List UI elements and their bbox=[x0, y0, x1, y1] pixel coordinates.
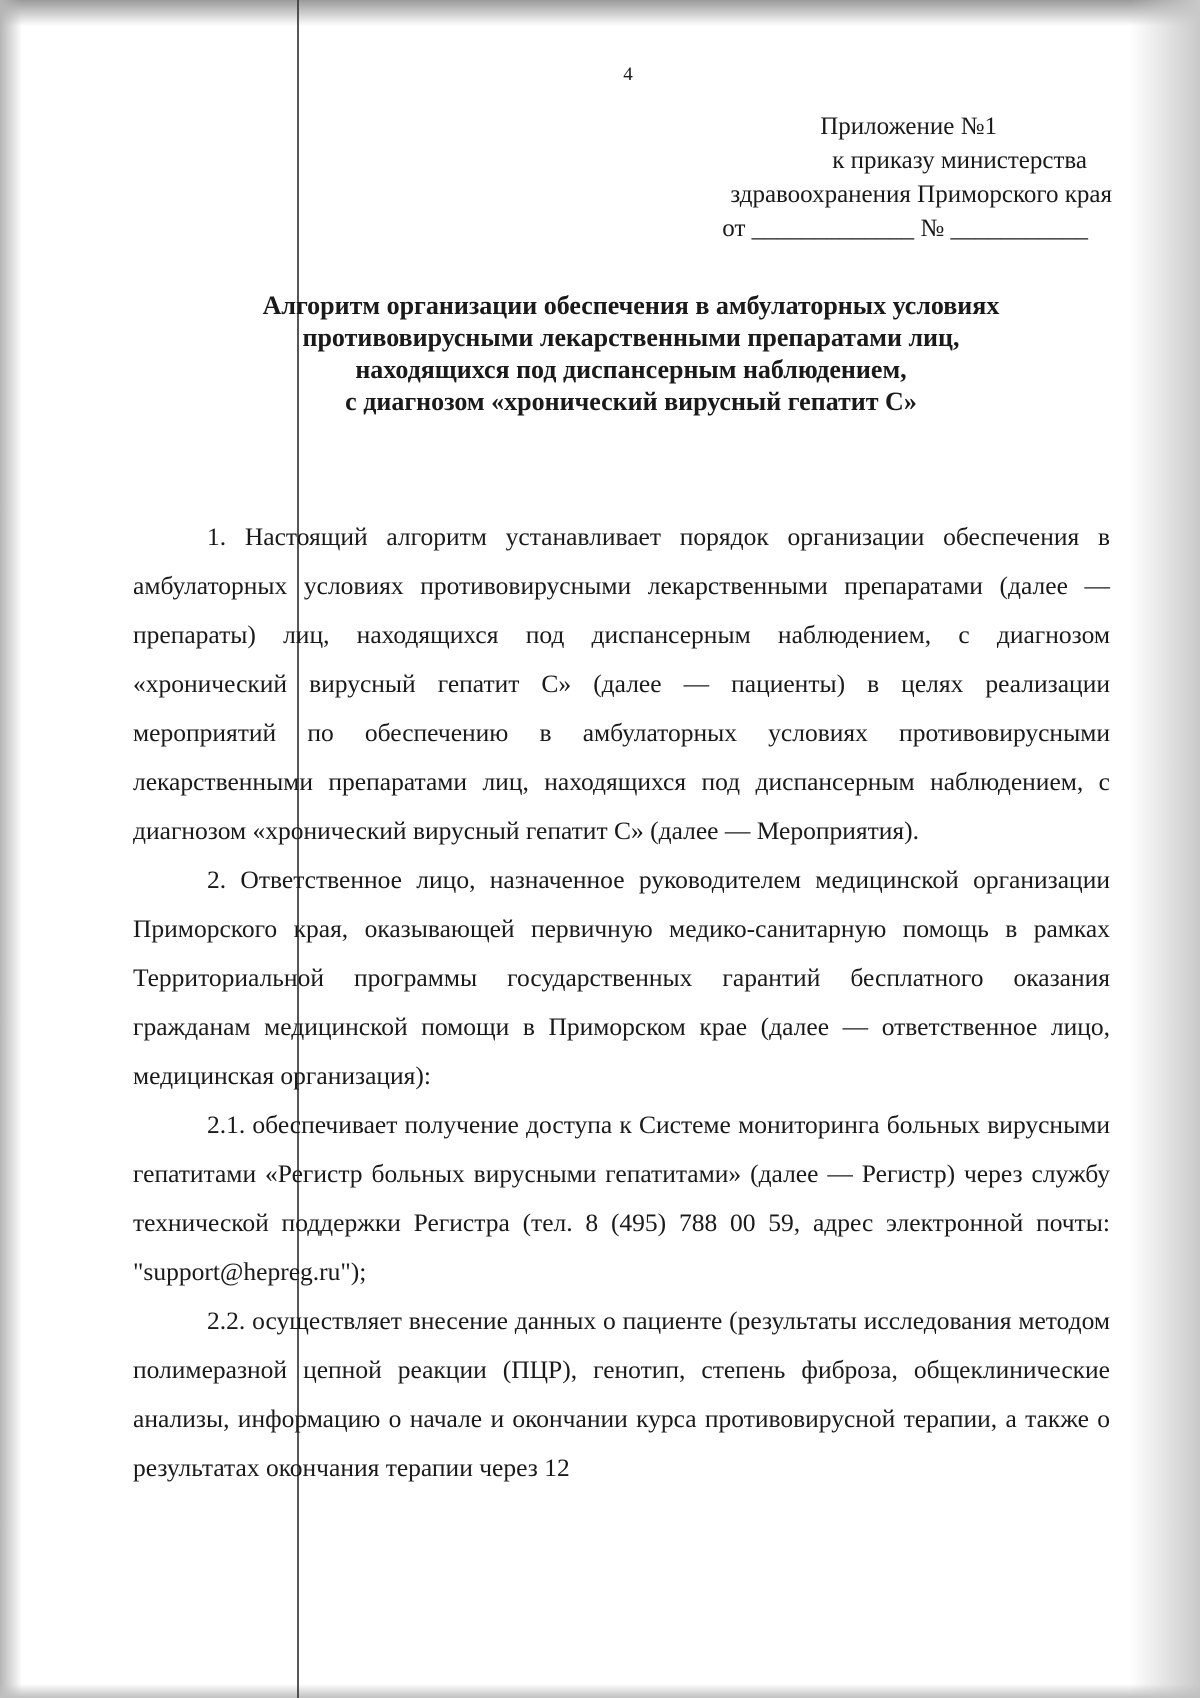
appendix-line-3: здравоохранения Приморского края bbox=[730, 181, 1112, 208]
scan-edge-bottom bbox=[0, 1684, 1200, 1698]
paragraph-2-1: 2.1. обеспечивает получение доступа к Системе мониторинга больных вирусными гепатитами «Регистр больных вирусными гепатитами» (далее — Регистр) через службу технической поддержки Регистра (тел. 8 (495) 788 00 59, адрес электронной почты: "support@hepreg.ru"); bbox=[133, 1110, 1110, 1286]
appendix-line-2: к приказу министерства bbox=[832, 147, 1087, 174]
appendix-line-4: от _____________ № ___________ bbox=[722, 215, 1088, 242]
scan-edge-left bbox=[0, 0, 22, 1698]
title-line-3: находящихся под диспансерным наблюдением, bbox=[355, 355, 907, 384]
document-title bbox=[150, 290, 1112, 418]
page-number: 4 bbox=[623, 64, 633, 85]
document-body bbox=[133, 512, 1110, 1492]
title-line-1: Алгоритм организации обеспечения в амбулаторных условиях bbox=[262, 291, 1000, 320]
scan-edge-right bbox=[1130, 0, 1200, 1698]
title-line-2: противовирусными лекарственными препаратами лиц, bbox=[302, 323, 960, 352]
appendix-header bbox=[600, 110, 1112, 246]
paragraph-2-2: 2.2. осуществляет внесение данных о пациенте (результаты исследования методом полимеразной цепной реакции (ПЦР), генотип, степень фиброза, общеклинические анализы, информацию о начале и окончании курса противовирусной терапии, а также о результатах окончания терапии через 12 bbox=[133, 1306, 1110, 1482]
title-line-4: с диагнозом «хронический вирусный гепатит С» bbox=[345, 387, 917, 416]
paragraph-1: 1. Настоящий алгоритм устанавливает порядок организации обеспечения в амбулаторных условиях противовирусными лекарственными препаратами (далее — препараты) лиц, находящихся под диспансерным наблюдением, с диагнозом «хронический вирусный гепатит С» (далее — пациенты) в целях реализации мероприятий по обеспечению в амбулаторных условиях противовирусными лекарственными препаратами лиц, находящихся под диспансерным наблюдением, с диагнозом «хронический вирусный гепатит С» (далее — Мероприятия). bbox=[133, 522, 1110, 845]
paragraph-2: 2. Ответственное лицо, назначенное руководителем медицинской организации Приморского края, оказывающей первичную медико-санитарную помощь в рамках Территориальной программы государственных гарантий бесплатного оказания гражданам медицинской помощи в Приморском крае (далее — ответственное лицо, медицинская организация): bbox=[133, 865, 1110, 1090]
scan-edge-top bbox=[0, 0, 1200, 26]
appendix-line-1: Приложение №1 bbox=[820, 113, 997, 140]
